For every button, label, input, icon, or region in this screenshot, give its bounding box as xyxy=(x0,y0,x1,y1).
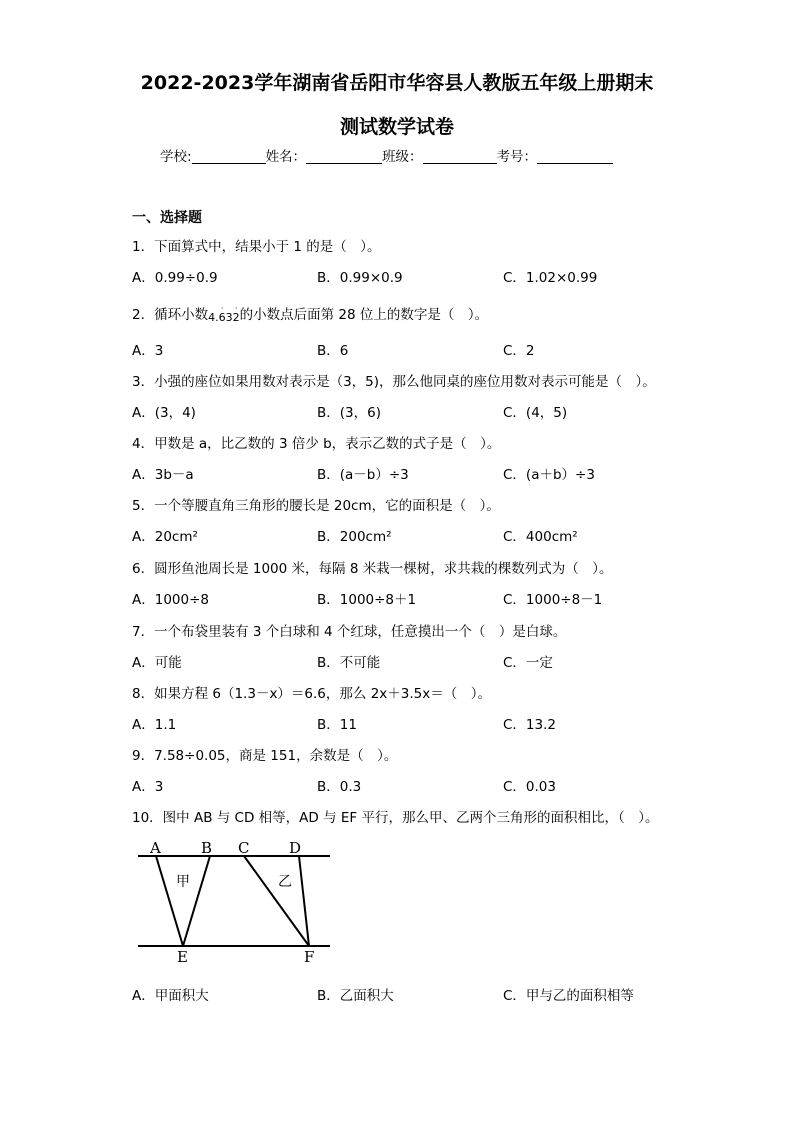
class-label: 班级： xyxy=(382,149,423,165)
label-a: A xyxy=(150,839,161,857)
region-jia: 甲 xyxy=(176,874,190,890)
school-label: 学校: xyxy=(160,149,192,165)
option-a[interactable]: A．1.1 xyxy=(132,717,177,733)
name-blank[interactable] xyxy=(306,149,382,164)
option-c[interactable]: C．(a＋b）÷3 xyxy=(503,467,595,483)
label-c: C xyxy=(238,839,250,857)
section-title: 一、选择题 xyxy=(132,210,202,226)
option-b[interactable]: B．乙面积大 xyxy=(317,988,394,1004)
option-b[interactable]: B．200cm² xyxy=(317,529,392,545)
option-a[interactable]: A．20cm² xyxy=(132,529,198,545)
exam-no-blank[interactable] xyxy=(537,149,613,164)
question-8: 8．如果方程 6（1.3－x）＝6.6，那么 2x＋3.5x＝（ ）。 xyxy=(132,686,491,702)
option-b[interactable]: B．(3，6) xyxy=(317,405,381,421)
option-b[interactable]: B．0.3 xyxy=(317,779,362,795)
question-2: 2．循环小数4. · 63 · 2的小数点后面第 28 位上的数字是（ ）。 xyxy=(132,304,489,324)
option-a[interactable]: A．3 xyxy=(132,343,164,359)
segment-cf xyxy=(244,856,309,946)
question-4: 4．甲数是 a，比乙数的 3 倍少 b，表示乙数的式子是（ ）。 xyxy=(132,436,501,452)
question-7: 7．一个布袋里装有 3 个白球和 4 个红球，任意摸出一个（ ）是白球。 xyxy=(132,624,567,640)
option-b[interactable]: B．0.99×0.9 xyxy=(317,270,403,286)
name-label: 姓名： xyxy=(265,149,307,165)
question-10: 10．图中 AB 与 CD 相等，AD 与 EF 平行，那么甲、乙两个三角形的面积相比，（ ）。 xyxy=(132,810,659,826)
segment-ae xyxy=(156,856,183,946)
option-b[interactable]: B．6 xyxy=(317,343,349,359)
segment-df xyxy=(299,856,309,946)
label-e: E xyxy=(177,948,188,966)
question-6: 6．圆形鱼池周长是 1000 米，每隔 8 米栽一棵树，求共栽的棵数列式为（ ）。 xyxy=(132,561,613,577)
student-info-row xyxy=(160,145,613,165)
option-a[interactable]: A．3b－a xyxy=(132,467,194,483)
option-c[interactable]: C．甲与乙的面积相等 xyxy=(503,988,634,1004)
option-c[interactable]: C．13.2 xyxy=(503,717,556,733)
option-b[interactable]: B．不可能 xyxy=(317,655,381,671)
option-b[interactable]: B．(a－b）÷3 xyxy=(317,467,409,483)
option-c[interactable]: C．1000÷8－1 xyxy=(503,592,603,608)
exam-title-line2: 测试数学试卷 xyxy=(339,116,454,138)
option-a[interactable]: A．3 xyxy=(132,779,164,795)
option-c[interactable]: C．400cm² xyxy=(503,529,578,545)
question-3: 3．小强的座位如果用数对表示是（3，5)，那么他同桌的座位用数对表示可能是（ ）。 xyxy=(132,374,656,390)
option-c[interactable]: C．(4，5) xyxy=(503,405,568,421)
question-5: 5．一个等腰直角三角形的腰长是 20cm，它的面积是（ ）。 xyxy=(132,498,500,514)
label-b: B xyxy=(201,839,213,857)
option-b[interactable]: B．11 xyxy=(317,717,357,733)
option-c[interactable]: C．1.02×0.99 xyxy=(503,270,598,286)
option-a[interactable]: A．(3，4) xyxy=(132,405,196,421)
segment-be xyxy=(183,856,210,946)
option-c[interactable]: C．0.03 xyxy=(503,779,556,795)
label-d: D xyxy=(289,839,302,857)
option-a[interactable]: A．可能 xyxy=(132,655,182,671)
exam-no-label: 考号： xyxy=(496,149,538,165)
option-b[interactable]: B．1000÷8＋1 xyxy=(317,592,417,608)
label-f: F xyxy=(304,948,315,966)
option-c[interactable]: C．一定 xyxy=(503,655,553,671)
option-a[interactable]: A．1000÷8 xyxy=(132,592,209,608)
exam-title-line1: 2022-2023学年湖南省岳阳市华容县人教版五年级上册期末 xyxy=(140,72,654,94)
region-yi: 乙 xyxy=(278,874,292,890)
option-a[interactable]: A．甲面积大 xyxy=(132,988,209,1004)
class-blank[interactable] xyxy=(423,149,497,164)
option-a[interactable]: A．0.99÷0.9 xyxy=(132,270,218,286)
triangle-figure xyxy=(132,836,337,966)
recurring-decimal: 4. · 63 · 2 xyxy=(208,304,240,324)
school-blank[interactable] xyxy=(192,149,266,164)
option-c[interactable]: C．2 xyxy=(503,343,535,359)
question-1: 1．下面算式中，结果小于 1 的是（ ）。 xyxy=(132,239,381,255)
question-9: 9．7.58÷0.05，商是 151，余数是（ ）。 xyxy=(132,748,398,764)
